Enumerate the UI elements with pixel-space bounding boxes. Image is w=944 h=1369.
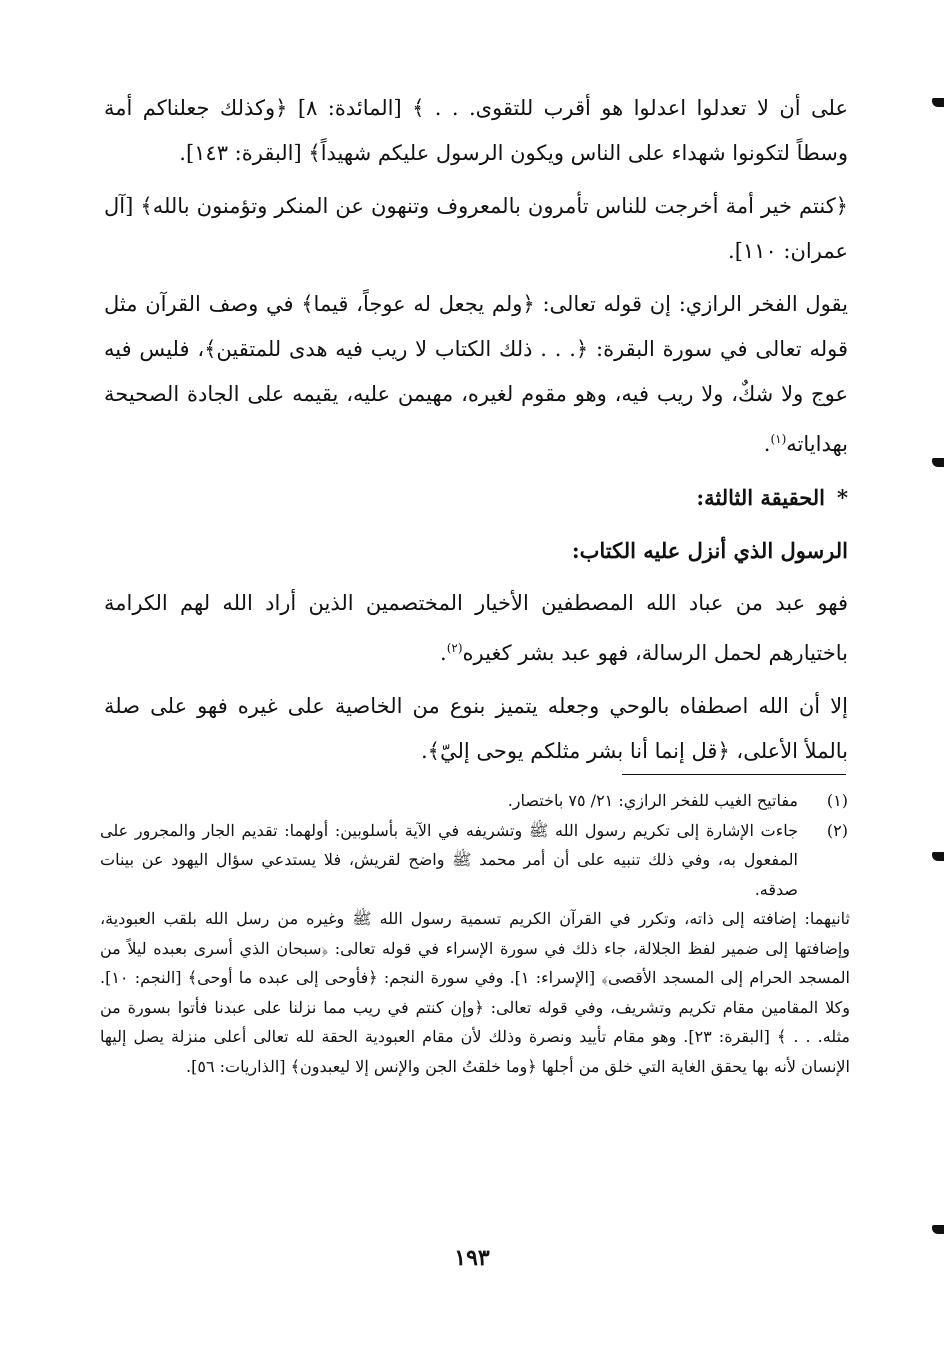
paragraph-1: على أن لا تعدلوا اعدلوا هو أقرب للتقوى. . . ﴾ [المائدة: ٨] ﴿وكذلك جعلناكم أمة وسطاً لتكونوا شهداء على الناس ويكون الرسول عليكم شهيداً﴾ [البقرة: ١٤٣].: [104, 96, 848, 165]
paragraph-3-text: يقول الفخر الرازي: إن قوله تعالى: ﴿ولم يجعل له عوجاً، قيما﴾ في وصف القرآن مثل قوله تعالى في سورة البقرة: ﴿. . . ذلك الكتاب لا ريب فيه هدى للمتقين﴾، فليس فيه عوج ولا شكٌ، ولا ريب فيه، وهو مقوم لغيره، مهيمن عليه، يقيمه على الجادة الصحيحة بهداياته: [104, 292, 848, 456]
paragraph-4: [104, 581, 848, 676]
footnote-number: (١): [826, 791, 848, 810]
footnote-1: [100, 786, 850, 816]
footnote-text: مفاتيح الغيب للفخر الرازي: ٢١/ ٧٥ باختصار.: [507, 791, 798, 810]
scan-edge-mark: [932, 1225, 944, 1234]
paragraph-3: [104, 282, 848, 467]
scan-edge-mark: [932, 458, 944, 467]
section-heading: [104, 475, 848, 520]
page-number: ١٩٣: [454, 1245, 490, 1271]
scan-edge-mark: [932, 852, 944, 861]
paragraph-2: ﴿كنتم خير أمة أخرجت للناس تأمرون بالمعروف وتنهون عن المنكر وتؤمنون بالله﴾ [آل عمران: ١١٠].: [104, 194, 848, 263]
footnote-2-continuation: ثانيهما: إضافته إلى ذاته، وتكرر في القرآن الكريم تسمية رسول الله ﷺ وغيره من رسل الله بلقب العبودية، وإضافتها إلى ضمير لفظ الجلالة، جاء ذلك في سورة الإسراء في قوله تعالى: ﴿سبحان الذي أسرى بعبده ليلاً من المسجد الحرام إلى المسجد الأقصى﴾ [الإسراء: ١]. وفي سورة النجم: ﴿فأوحى إلى عبده ما أوحى﴾ [النجم: ١٠]. وكلا المقامين مقام تكريم وتشريف، وفي قوله تعالى: ﴿وإن كنتم في ريب مما نزلنا على عبدنا فأتوا بسورة من مثله. . . ﴾ [البقرة: ٢٣]. وهو مقام تأييد ونصرة وذلك لأن مقام العبودية الحقة لله تعالى أعلى منزلة يصل إليها الإنسان لأنه بها يحقق الغاية التي خلق من أجلها ﴿وما خلقتُ الجن والإنس إلا ليعبدون﴾ [الذاريات: ٥٦].: [100, 909, 851, 1076]
footnote-separator: [622, 774, 846, 775]
footnote-number: (٢): [826, 820, 848, 840]
paragraph-4-text: فهو عبد من عباد الله المصطفين الأخيار المختصمين الذين أراد الله لهم الكرامة باختيارهم لحمل الرسالة، فهو عبد بشر كغيره: [104, 591, 848, 665]
section-heading-text: الحقيقة الثالثة:: [696, 485, 826, 510]
footnote-text: جاءت الإشارة إلى تكريم رسول الله ﷺ وتشريفه في الآية بأسلوبين: أولهما: تقديم الجار والمجرور على المفعول به، وفي ذلك تنبيه على أن أمر محمد ﷺ واضح لقريش، فلا يستدعي سؤال اليهود عن بينات صدقه.: [100, 820, 799, 899]
paragraph-4-end: .: [440, 641, 447, 665]
subheading: الرسول الذي أنزل عليه الكتاب:: [571, 538, 848, 563]
paragraph-3-end: .: [763, 432, 771, 456]
star-icon: *: [837, 485, 848, 510]
main-text: [104, 86, 848, 782]
footnotes: [100, 786, 850, 1081]
paragraph-5: إلا أن الله اصطفاه بالوحي وجعله يتميز بنوع من الخاصية على غيره فهو على صلة بالملأ الأعلى، ﴿قل إنما أنا بشر مثلكم يوحى إليّ﴾.: [104, 694, 848, 763]
footnote-2: [100, 816, 850, 905]
footnote-ref-1[interactable]: (١): [770, 432, 787, 446]
scan-edge-mark: [932, 98, 944, 107]
footnote-ref-2[interactable]: (٢): [446, 641, 463, 655]
